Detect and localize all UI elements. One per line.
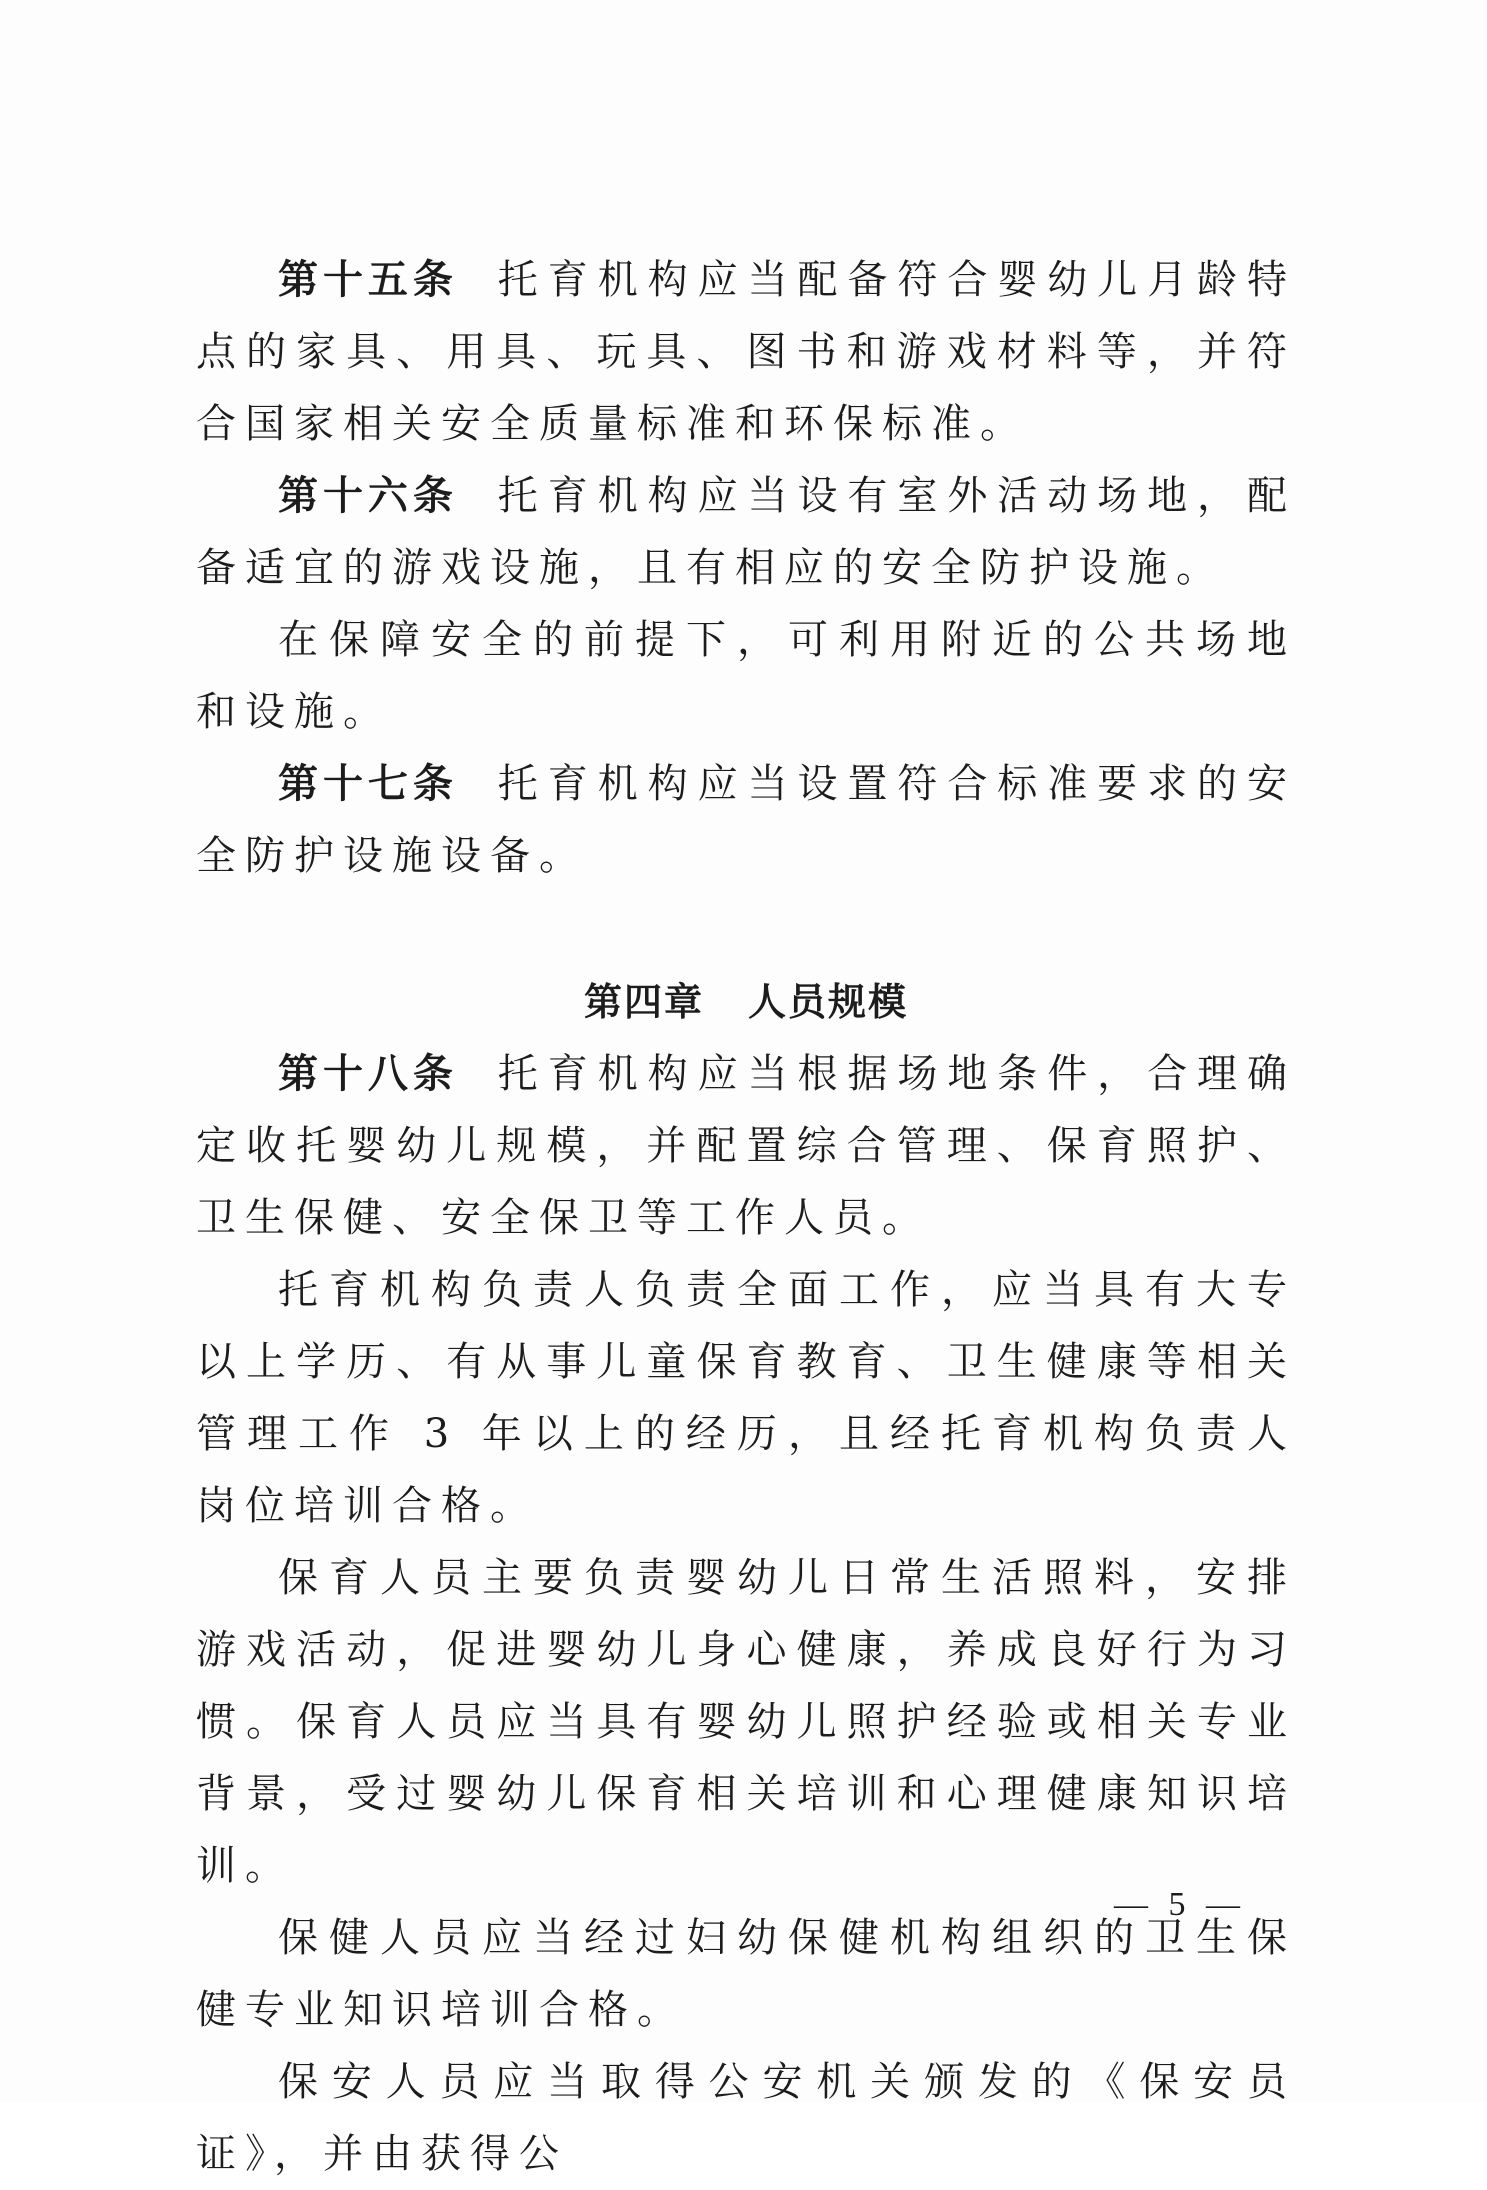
article-18-paragraph-4: 保健人员应当经过妇幼保健机构组织的卫生保健专业知识培训合格。 (196, 1915, 1296, 2033)
page-number: — 5 — (1114, 1886, 1246, 1923)
article-number: 第十八条 (278, 1051, 458, 1097)
article-17 (196, 748, 1296, 892)
article-number: 第十七条 (278, 761, 458, 807)
article-15 (196, 244, 1296, 460)
spacer (196, 892, 1296, 966)
article-text: 托育机构应当根据场地条件，合理确定收托婴幼儿规模，并配置综合管理、保育照护、卫生保健、安全保卫等工作人员。 (196, 1051, 1297, 1241)
article-text: 托育机构应当设有室外活动场地，配备适宜的游戏设施，且有相应的安全防护设施。 (196, 473, 1297, 591)
article-16-paragraph-2: 在保障安全的前提下，可利用附近的公共场地和设施。 (196, 617, 1296, 735)
article-16 (196, 460, 1296, 604)
chapter-heading (196, 966, 1296, 1038)
article-number: 第十五条 (278, 257, 458, 303)
chapter-title: 人员规模 (748, 980, 909, 1024)
article-text: 托育机构应当设置符合标准要求的安全防护设施设备。 (196, 761, 1297, 879)
chapter-number: 第四章 (583, 980, 704, 1024)
article-text: 托育机构应当配备符合婴幼儿月龄特点的家具、用具、玩具、图书和游戏材料等，并符合国家相关安全质量标准和环保标准。 (196, 257, 1297, 447)
article-18-paragraph-2: 托育机构负责人负责全面工作，应当具有大专以上学历、有从事儿童保育教育、卫生健康等相关管理工作 3 年以上的经历，且经托育机构负责人岗位培训合格。 (196, 1267, 1296, 1529)
article-18-paragraph-5: 保安人员应当取得公安机关颁发的《保安员证》，并由获得公 (196, 2059, 1296, 2177)
article-number: 第十六条 (278, 473, 458, 519)
article-18 (196, 1038, 1296, 1254)
article-18-paragraph-3: 保育人员主要负责婴幼儿日常生活照料，安排游戏活动，促进婴幼儿身心健康，养成良好行为习惯。保育人员应当具有婴幼儿照护经验或相关专业背景，受过婴幼儿保育相关培训和心理健康知识培训。 (196, 1555, 1296, 1889)
